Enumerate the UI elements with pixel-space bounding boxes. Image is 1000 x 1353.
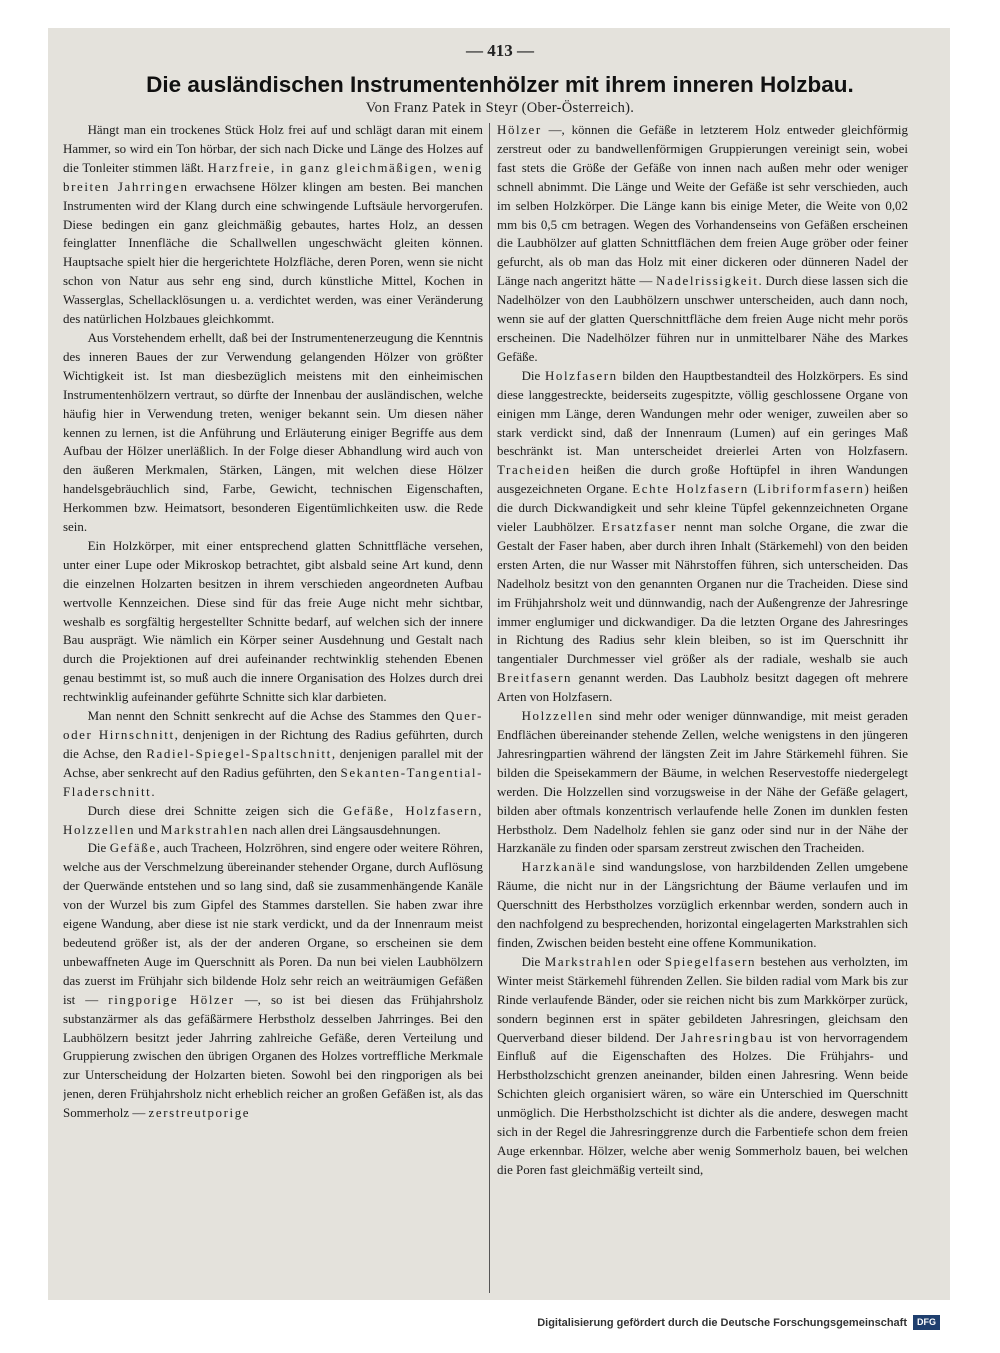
footer-text: Digitalisierung gefördert durch die Deutsche Forschungsgemeinschaft	[537, 1316, 907, 1329]
footer-credit	[537, 1315, 940, 1330]
text-run: sind mehr oder weniger dünnwandige, mit meist geraden Endflächen übereinander stehende Zellen, welche wenigstens in den jüngeren Jahresringpartien während der längsten Zeit im Jahre Stärkemehl führen. Sie bilden die Speisekammern der Bäume, in welchen Reservestoffe niedergelegt werden. Die Holzzellen sind vorzugsweise in der Nähe der Gefäße gelagert, bilden aber oftmals konzentrisch verlaufende helle Zonen im dunklen festen Herbstholz. Dem Nadelholz fehlen sie ganz oder sind nur in der Nähe der Harzkanäle zu finden oder sparsam zerstreut zwischen den Tracheiden.	[497, 708, 908, 856]
spaced-term: Breitfasern	[497, 670, 573, 686]
page-number: — 413 —	[466, 41, 534, 60]
paragraph	[63, 707, 483, 802]
text-run: bilden den Hauptbestandteil des Holzkörpers. Es sind diese langgestreckte, beiderseits zugespitzte, völlig geschlossene Organe von einigen mm Länge, deren Wandungen mehr oder weniger, zuweilen aber so stark verdickt sind, daß der Innenraum (Lumen) auf ein geringes Maß beschränkt ist. Man unterscheidet dreierlei Arten von Holzfasern.	[497, 367, 908, 459]
text-run: oder	[632, 953, 665, 969]
spaced-term: Harzkanäle	[521, 859, 597, 875]
paragraph	[497, 953, 908, 1180]
paragraph	[497, 858, 908, 953]
spaced-term: Markstrahlen	[160, 821, 250, 837]
text-run: ist von hervorragendem Einfluß auf die Eigenschaften des Holzes. Die Frühjahrs- und Herbstholzschicht grenzen aneinander, bilden einen Jahresring. Wenn beide Schichten gleich organisiert wären, so wäre ein Unterschied im Querschnitt unmöglich. Die Herbstholzschicht ist dichter als die andere, deswegen macht sich in der Regel die Jahresringgrenze durch die Farbentiefe schon dem freien Auge erkennbar. Hölzer, welche aber wenig Sommerholz bauen, bei welchen die Poren fast gleichmäßig verteilt sind,	[497, 1029, 908, 1177]
text-run: Die	[87, 840, 110, 856]
spaced-term: Gefäße	[109, 840, 157, 856]
text-run: sind wandungslose, von harzbildenden Zellen umgebene Räume, die nicht nur in der Längsrichtung der Bäume verlaufen und im Querschnitt des Herbstholzes vorzüglich erkennbar werden, sondern auch in den nachfolgend zu besprechenden, horizontal eingelagerten Markstrahlen sich finden, Zwischen beiden besteht eine offene Kommunikation.	[497, 859, 908, 950]
spaced-term: Gefäße, Holzfasern, Holzzellen	[63, 802, 483, 837]
text-run: bestehen aus verholzten, im Winter meist Stärkemehl führenden Zellen. Sie bilden radial vom Mark bis zur Rinde verlaufende Bänder, oder sie reichen nicht bis zum Markkörper zurück, sondern beginnen erst in später gebildeten Jahresringen, gleichsam den Querverband dieser bildend. Der	[497, 953, 908, 1045]
spaced-term: Holzfasern	[544, 367, 618, 383]
text-run: Durch diese drei Schnitte zeigen sich die	[87, 802, 343, 818]
spaced-term: Ersatzfaser	[601, 519, 677, 535]
right-column	[497, 121, 908, 1289]
text-run: ) heißen die durch Dickwandigkeit und sehr kleine Tüpfel gekennzeichneten Organe vieler Laubhölzer.	[497, 481, 908, 535]
text-run: und	[135, 821, 161, 837]
text-run: erwachsene Hölzer klingen am besten. Bei manchen Instrumenten wird der Klang durch eine schwingende Luftsäule hervorgerufen. Diese bedingen ein ganz gleichmäßig gebautes, hartes Holz, an dessen feinglatter Innenfläche die Schallwellen ungeschwächt gleiten können. Hauptsache spielt hier die hergerichtete Holzfläche, deren Poren, wenn sie nicht schon von Natur aus sehr eng sind, durch künstliche Mittel, Kochen in Wasserglas, Schellacklösungen u. a. verdichtet werden, was einer Veränderung des natürlichen Holzbaues gleichkommt.	[63, 178, 483, 327]
spaced-term: Radiel-Spiegel-Spaltschnitt	[146, 745, 332, 761]
spaced-term: Quer- oder Hirnschnitt	[63, 708, 483, 742]
spaced-term: Holzzellen	[521, 708, 594, 724]
spaced-term: ringporige Hölzer	[108, 991, 235, 1007]
spaced-term: Harzfreie, in ganz gleichmäßigen, wenig breiten Jahrringen	[63, 159, 483, 194]
paragraph	[63, 329, 483, 537]
dfg-logo: DFG	[913, 1315, 940, 1330]
text-run: nennt man solche Organe, die zwar die Gestalt der Faser haben, aber durch ihren Inhalt (Stärkemehl) von den beiden ersten Arten, die nur Wasser mit Nährstoffen führen, sich unterscheiden. Das Nadelholz besitzt von den genannten Organen nur die Tracheiden. Diese sind im Frühjahrsholz weit und dünnwandig, nach der Außengrenze der Jahresringe immer englumiger und dickwandiger. Da die letzten Organe des Jahresringes in Richtung des Radius sehr klein bleiben, so ist im Querschnitt ihr tangentialer Durchmesser viel größer als der radiale, weshalb sie auch	[497, 519, 908, 667]
text-run: Aus Vorstehendem erhellt, daß bei der Instrumentenerzeugung die Kenntnis des inneren Baues der zur Verwendung gelangenden Hölzer von größter Wichtigkeit ist. Ist man diesbezüglich meistens mit den einheimischen Instrumentenhölzern vertraut, so dürfte der Innenbau der ausländischen, welche häufig hier in Verwendung treten, weniger bekannt sein. Um diesen näher kennen zu lernen, ist die Anführung und Erläuterung einiger Begriffe aus dem Aufbau der Hölzer unerläßlich. In der Folge dieser Abhandlung wird auch von den äußeren Merkmalen, Stärken, Längen, mit welchen diese Hölzer handelsgebräuchlich sind, Farbe, Gewicht, technischen Eigenschaften, Herkommen bzw. Heimatsort, besonderen Eigentümlichkeiten usw. die Rede sein.	[63, 329, 483, 535]
text-run: .	[151, 783, 155, 799]
text-run: Die	[521, 367, 545, 383]
column-divider	[489, 123, 490, 1293]
text-run: nach allen drei Längsausdehnungen.	[249, 821, 441, 837]
left-column	[63, 121, 483, 1289]
text-run: , denjenigen in der Richtung des Radius geführten, durch die Achse, den	[63, 727, 483, 761]
text-run: Die	[521, 953, 545, 969]
spaced-term: Markstrahlen	[544, 953, 633, 969]
article-title: Die ausländischen Instrumentenhölzer mit ihrem inneren Holzbau.	[146, 72, 854, 97]
spaced-term: Echte Holzfasern	[632, 481, 749, 497]
spaced-term: Sekanten-Tangential-Fladerschnitt	[63, 764, 483, 799]
paragraph	[497, 121, 908, 367]
spaced-term: Spiegelfasern	[664, 953, 757, 969]
text-run: genannt werden. Das Laubholz besitzt dagegen oft mehrere Arten von Holzfasern.	[497, 670, 908, 705]
text-run: Man nennt den Schnitt senkrecht auf die Achse des Stammes den	[87, 708, 446, 724]
paragraph	[497, 707, 908, 858]
text-run: . Durch diese lassen sich die Nadelhölzer von den Laubhölzern unschwer unterscheiden, auch dann noch, wenn sie auf der glatten Querschnittfläche dem freien Auge nicht mehr porös erscheinen. Die Nadelhölzer führen nur in unmittelbarer Nähe des Markes Gefäße.	[497, 273, 908, 364]
text-run: heißen die durch große Hoftüpfel in ihren Wandungen ausgezeichneten Organe.	[497, 462, 908, 497]
text-run: Hängt man ein trockenes Stück Holz frei auf und schlägt daran mit einem Hammer, so wird ein Ton hörbar, der sich nach Dicke und Länge des Holzes auf die Tonleiter stimmen läßt.	[63, 122, 483, 175]
text-run: , denjenigen parallel mit der Achse, aber senkrecht auf den Radius geführten, den	[63, 745, 483, 780]
paragraph	[63, 839, 483, 1123]
text-run: —, können die Gefäße in letzterem Holz entweder gleichförmig zerstreut oder zu bandwellenförmigen Gruppierungen vereinigt sein, wobei fast stets die Größe der Gefäße von innen nach außen mehr oder weniger schnell abnimmt. Die Länge und Weite der Gefäße ist sehr verschieden, auch im selben Holzkörper. Die Länge kann bis einige Meter, die Weite von 0,02 mm bis 0,5 cm betragen. Wegen des Vorhandenseins von Gefäßen erscheinen die Laubhölzer auf glatten Schnittflächen dem freien Auge gröber oder feiner gefurcht, als ob man das Holz mit einer dickeren oder dünneren Nadel der Länge nach angeritzt hätte —	[497, 122, 908, 289]
text-run: (	[748, 481, 758, 497]
paragraph	[63, 121, 483, 329]
text-run: , auch Tracheen, Holzröhren, sind engere oder weitere Röhren, welche aus der Verschmelzung übereinander stehender Organe, durch Auflösung der Querwände entstehen und so lang sind, daß sie zusammenhängende Kanäle von der Wurzel bis zum Gipfel des Stammes darstellen. Sie haben zwar ihre eigene Wandung, aber diese ist nie stark verdickt, und da der Innenraum meist bedeutend größer ist, als der der anderen Organe, so erscheinen sie dem unbewaffneten Auge im Querschnitt als Poren. Da nun bei vielen Laubhölzern das zuerst im Frühjahr sich bildende Holz sehr reich an weiträumigen Gefäßen ist —	[63, 840, 483, 1007]
spaced-term: zerstreutporige	[148, 1105, 251, 1121]
spaced-term: Libriformfasern	[757, 481, 865, 497]
paragraph	[63, 802, 483, 840]
paragraph	[63, 537, 483, 707]
paragraph	[497, 367, 908, 707]
spaced-term: Hölzer	[497, 122, 542, 137]
spaced-term: Nadelrissigkeit	[656, 273, 759, 289]
article-byline: Von Franz Patek in Steyr (Ober-Österreich).	[365, 100, 635, 116]
spaced-term: Jahresringbau	[680, 1029, 774, 1045]
text-run: Ein Holzkörper, mit einer entsprechend glatten Schnittfläche versehen, unter einer Lupe oder Mikroskop betrachtet, gibt alsbald seine Art kund, denn die einzelnen Holzarten besitzen in ihrem verschieden angeordneten Aufbau wertvolle Kennzeichen. Diese sind für das freie Auge nicht mehr sichtbar, weshalb es sorgfältig hergestellter Schnitte bedarf, auf welchen sich der innere Bau ausprägt. Wie nämlich ein Körper seiner Ausdehnung und Gestalt nach durch die Projektionen auf drei aufeinander rechtwinklig stehenden Ebenen genau bestimmt ist, so muß auch die innere Organisation des Holzes durch drei rechtwinklig aufeinander geführte Schnitte sich klar darbieten.	[63, 537, 483, 705]
text-run: —, so ist bei diesen das Frühjahrsholz substanzärmer als das gefäßärmere Herbstholz desselben Jahrringes. Bei den Laubhölzern besitzt jeder Jahrring zahlreiche Gefäße, deren Verteilung und Gruppierung zwischen den übrigen Organen des Holzes vortreffliche Merkmale zur Unterscheidung der Holzarten bieten. Sowohl bei den ringporigen als bei jenen, deren Frühjahrsholz nicht erheblich reicher an großen Gefäßen ist, als das Sommerholz —	[63, 991, 483, 1121]
spaced-term: Tracheiden	[497, 462, 571, 478]
